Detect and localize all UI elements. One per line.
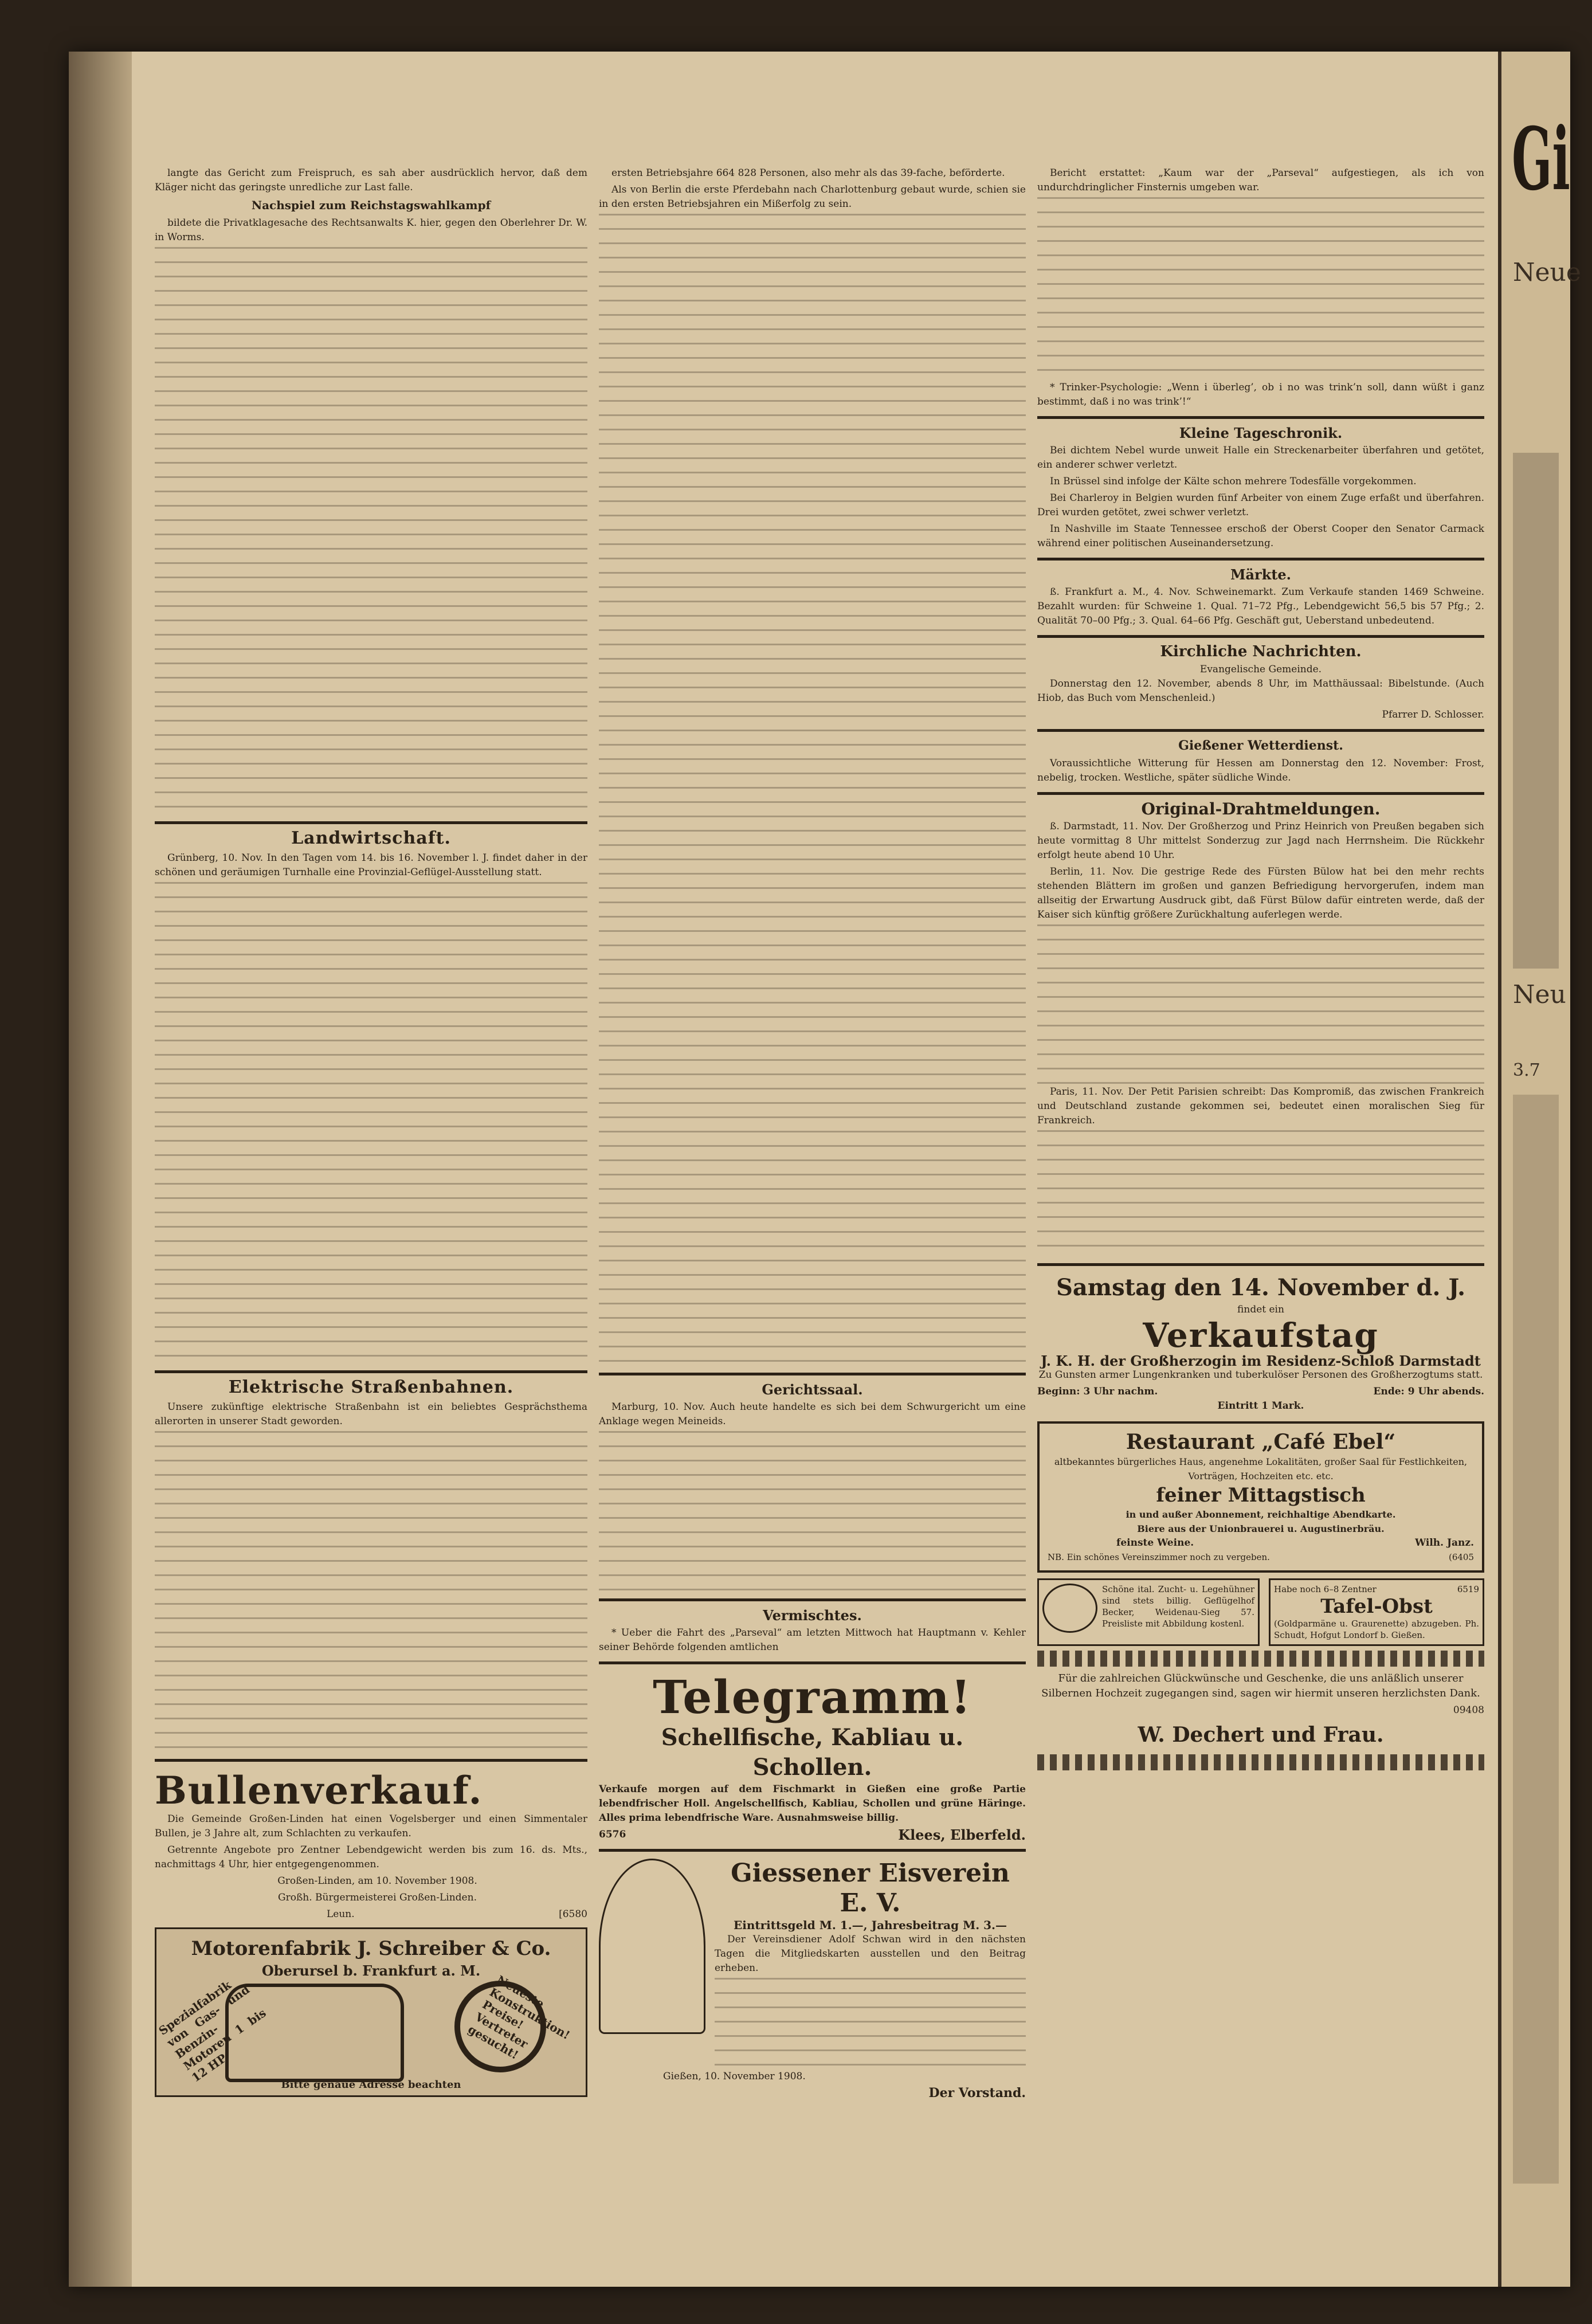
landwirtschaft-lead: Grünberg, 10. Nov. In den Tagen vom 14. bis 16. November l. J. findet daher in der schönen und geräumigen Turnhalle eine Provinzial-Geflügel-Ausstellung statt. [155,852,587,878]
huehner-text: Schöne ital. Zucht- u. Legehühner sind stets billig. Geflügelhof Becker, Weidenau-Sieg 57. Preisliste mit Abbildung kostenl. [1102,1584,1254,1629]
ornament-border-bottom [1037,1754,1484,1770]
adjacent-page-edge [1498,52,1581,2287]
col1-intro: langte das Gericht zum Freispruch, es sah aber ausdrücklich hervor, daß dem Kläger nicht das geringste unredliche zur Last falle. [155,167,587,193]
section-rule [155,821,587,824]
nachspiel-lead: bildete die Privatklagesache des Rechtsanwalts K. hier, gegen den Oberlehrer Dr. W. in Worms. [155,217,587,243]
col2-intro: ersten Betriebsjahre 664 828 Personen, also mehr als das 39-fache, beförderte. [611,167,1005,179]
adjacent-text-block [1513,453,1559,969]
col2-body-lead: Als von Berlin die erste Pferdebahn nach Charlottenburg gebaut wurde, schien sie in den ersten Betriebsjahren ein Mißerfolg zu sein. [599,184,1026,210]
maerkte-text: ß. Frankfurt a. M., 4. Nov. Schweinemarkt. Zum Verkaufe standen 1469 Schweine. Bezahlt wurden: für Schweine 1. Qual. 71–72 Pfg., Lebendgewicht 56,5 bis 57 Pfg.; 2. Qualität 70–00 Pfg.; 3. Qual. 64–66 Pfg. Geschäft gut, Ueberstand unbedeutend. [1037,586,1484,626]
cafe-weine: feinste Weine. [1116,1537,1194,1549]
tageschronik-heading: Kleine Tageschronik. [1179,425,1343,441]
verkaufstag-begin: Beginn: 3 Uhr nachm. [1037,1386,1158,1397]
eisverein-heading: Giessener Eisverein E. V. [731,1859,1010,1918]
verkaufstag-end: Ende: 9 Uhr abends. [1373,1386,1484,1397]
kirchliche-text: Donnerstag den 12. November, abends 8 Uhr, im Matthäussaal: Bibelstunde. (Auch Hiob, das Buch vom Menschenleid.) [1037,678,1484,704]
cafe-number: (6405 [1448,1552,1474,1562]
telegramm-number: 6576 [599,1829,626,1840]
cafe-nb: NB. Ein schönes Vereinszimmer noch zu vergeben. [1048,1552,1270,1562]
section-rule [1037,729,1484,732]
engine-illustration [225,1984,404,2082]
section-rule [1037,1263,1484,1266]
telegramm-heading: Telegramm! [653,1670,972,1724]
draht-1: ß. Darmstadt, 11. Nov. Der Großherzog und Prinz Heinrich von Preußen begaben sich heute vormittag 8 Uhr mittelst Sonderzug zur Jagd nach Herrnsheim. Die Rückkehr erfolgt heute abend 10 Uhr. [1037,821,1484,861]
dank-text: Für die zahlreichen Glückwünsche und Geschenke, die uns anläßlich unserer Silbernen Hochzeit zugegangen sind, sagen wir hiermit unseren herzlichsten Dank. [1041,1672,1480,1699]
wetter-text: Voraussichtliche Witterung für Hessen am Donnerstag den 12. November: Frost, nebelig, trocken. Westliche, später südliche Winde. [1037,758,1484,783]
maerkte-heading: Märkte. [1230,566,1292,583]
bullen-authority: Großh. Bürgermeisterei Großen-Linden. [278,1892,477,1903]
landwirtschaft-body-text [155,882,587,1363]
elektrische-heading: Elektrische Straßenbahnen. [228,1377,514,1397]
skater-illustration [599,1859,705,2034]
gericht-lead: Marburg, 10. Nov. Auch heute handelte es sich bei dem Schwurgericht um eine Anklage wegen Meineids. [599,1401,1026,1427]
elektrische-body-text [155,1431,587,1752]
tafel-text: (Goldparmäne u. Graurenette) abzugeben. Ph. Schudt, Hofgut Londorf b. Gießen. [1274,1618,1479,1640]
cafe-ebel-ad [1037,1421,1484,1573]
cafe-biere: Biere aus der Unionbrauerei u. Augustinerbräu. [1137,1523,1385,1534]
tages-3: Bei Charleroy in Belgien wurden fünf Arbeiter von einem Zuge erfaßt und überfahren. Drei wurden getötet, zwei schwer verletzt. [1037,492,1484,518]
section-rule [599,1373,1026,1375]
draht-3: Paris, 11. Nov. Der Petit Parisien schreibt: Das Kompromiß, das zwischen Frankreich und Deutschland zustande gekommen sei, bedeutet einen moralischen Sieg für Frankreich. [1037,1086,1484,1126]
dank-sign: W. Dechert und Frau. [1138,1723,1384,1747]
vermischtes-lead: * Ueber die Fahrt des „Parseval“ am letzten Mittwoch hat Hauptmann v. Kehler seiner Behörde folgenden amtlichen [599,1627,1026,1653]
section-rule [155,1370,587,1373]
adjacent-neue: Neue [1513,258,1581,287]
elektrische-lead: Unsere zukünftige elektrische Straßenbahn ist ein beliebtes Gesprächsthema allerorten in unserer Stadt geworden. [155,1401,587,1427]
adjacent-text-block-2 [1513,1095,1559,2184]
column-1 [155,166,587,2097]
eisverein-text: Der Vereinsdiener Adolf Schwan wird in den nächsten Tagen die Mitgliedskarten ausstellen und den Beitrag erheben. [715,1934,1026,1974]
tafel-number: 6519 [1457,1584,1479,1594]
column-3 [1037,166,1484,1775]
adjacent-masthead: Gi [1512,109,1570,210]
chicken-illustration [1042,1584,1097,1633]
vermischtes-heading: Vermischtes. [763,1607,862,1624]
col3-intro: Bericht erstattet: „Kaum war der „Parseval“ aufgestiegen, als ich von undurchdringlicher Finsternis umgeben war. [1037,167,1484,193]
section-rule [1037,416,1484,419]
tages-1: Bei dichtem Nebel wurde unweit Halle ein Streckenarbeiter überfahren und getötet, ein anderer schwer verletzt. [1037,445,1484,471]
cafe-title: Restaurant „Café Ebel“ [1126,1430,1396,1454]
draht-body-text [1037,924,1484,1085]
telegramm-text: Verkaufe morgen auf dem Fischmarkt in Gießen eine große Partie lebendfrischer Holl. Angelschellfisch, Kabliau, Schollen und grüne Häringe. Alles prima lebendfrische Ware. Ausnahmsweise billig. [599,1784,1026,1824]
section-rule [1037,558,1484,561]
bullenverkauf-heading: Bullenverkauf. [155,1768,483,1813]
gericht-body-text [599,1431,1026,1592]
binding-gutter [69,52,132,2287]
verkaufstag-entry: Eintritt 1 Mark. [1217,1400,1304,1412]
newspaper-page [69,52,1581,2287]
draht-3-body-text [1037,1130,1484,1256]
motor-left-text: Spezialfabrik von Gas- und Benzin-Motoren 1 bis 12 HP. [156,1978,269,2085]
adjacent-number: 3.7 [1513,1060,1540,1080]
tages-2: In Brüssel sind infolge der Kälte schon mehrere Todesfälle vorgekommen. [1050,476,1417,487]
cafe-abonnement: in und außer Abonnement, reichhaltige Abendkarte. [1126,1509,1396,1520]
verkaufstag-heading: Verkaufstag [1143,1316,1379,1355]
gerichtssaal-heading: Gerichtssaal. [762,1381,863,1398]
huehner-ad [1037,1578,1260,1646]
cafe-mittagstisch: feiner Mittagstisch [1156,1484,1366,1507]
cafe-description: altbekanntes bürgerliches Haus, angenehme Lokalitäten, großer Saal für Festlichkeiten, Vorträgen, Hochzeiten etc. etc. [1054,1456,1468,1482]
tafel-title: Tafel-Obst [1320,1595,1433,1618]
ornament-border-top [1037,1651,1484,1667]
landwirtschaft-heading: Landwirtschaft. [291,828,451,848]
section-rule [155,1759,587,1762]
tafel-pre: Habe noch 6–8 Zentner [1274,1584,1377,1594]
nachspiel-heading: Nachspiel zum Reichstagswahlkampf [251,198,491,212]
strassenbahn-body-text [599,214,1026,1366]
section-rule [599,1598,1026,1601]
eisverein-place-date: Gießen, 10. November 1908. [663,2071,806,2082]
draht-2: Berlin, 11. Nov. Die gestrige Rede des Fürsten Bülow hat bei den mehr rechts stehenden Blättern im großen und ganzen Befriedigung hervorgerufen, indem man allseitig der Erwartung Ausdruck gibt, daß Fürst Bülow dafür eintreten werde, daß der Kaiser sich künftig größere Zurückhaltung auferlegen werde. [1037,866,1484,920]
section-rule [599,1849,1026,1852]
telegramm-sign: Klees, Elberfeld. [898,1827,1026,1843]
dank-number: 09408 [1453,1704,1484,1716]
tages-4: In Nashville im Staate Tennessee erschoß der Oberst Cooper den Senator Carmack während einer politischen Auseinandersetzung. [1037,523,1484,549]
bullen-text: Die Gemeinde Großen-Linden hat einen Vogelsberger und einen Simmentaler Bullen, je 3 Jahre alt, zum Schlachten zu verkaufen. [155,1813,587,1839]
kirchliche-sign: Pfarrer D. Schlosser. [1382,709,1484,720]
motor-subtitle: Oberursel b. Frankfurt a. M. [261,1962,481,1979]
drahtmeldungen-heading: Original-Drahtmeldungen. [1141,800,1381,818]
bullen-signature: Leun. [327,1908,355,1920]
motor-right-text: Neueste Konstruktion! Preise! Vertreter gesucht! [465,1972,573,2062]
trinker-text: * Trinker-Psychologie: „Wenn i überleg’, ob i no was trink’n soll, dann wüßt i ganz bestimmt, daß i no was trink’!“ [1037,382,1484,407]
eisverein-fees: Eintrittsgeld M. 1.—, Jahresbeitrag M. 3.— [733,1918,1007,1932]
section-rule [599,1661,1026,1664]
findet-ein: findet ein [1237,1304,1284,1315]
bullen-ad-number: [6580 [559,1908,587,1920]
section-rule [1037,792,1484,795]
bullen-text-2: Getrennte Angebote pro Zentner Lebendgewicht werden bis zum 16. ds. Mts., nachmittags 4 Uhr, hier entgegengenommen. [155,1844,587,1870]
kirchliche-subheading: Evangelische Gemeinde. [1199,664,1322,675]
motor-bottom-text: Bitte genaue Adresse beachten [281,2079,461,2091]
parseval-body-text [1037,197,1484,381]
verkaufstag-host: J. K. H. der Großherzogin im Residenz-Schloß Darmstadt [1041,1353,1481,1369]
section-rule [1037,635,1484,638]
eisverein-body-text [715,1978,1026,2070]
adjacent-neu: Neu [1513,980,1566,1009]
motor-title: Motorenfabrik J. Schreiber & Co. [191,1937,551,1960]
motorenfabrik-ad [155,1927,587,2097]
samstag-heading: Samstag den 14. November d. J. [1056,1274,1466,1301]
nachspiel-body-text [155,247,587,814]
tafelobst-ad [1269,1578,1484,1646]
bullen-date: Großen-Linden, am 10. November 1908. [277,1875,477,1887]
telegramm-subheading: Schellfische, Kabliau u. Schollen. [661,1724,964,1781]
column-2 [599,166,1026,2103]
cafe-sign: Wilh. Janz. [1415,1537,1474,1549]
wetter-heading: Gießener Wetterdienst. [1178,738,1343,753]
kirchliche-heading: Kirchliche Nachrichten. [1160,643,1362,660]
verkaufstag-purpose: Zu Gunsten armer Lungenkranken und tuberkulöser Personen des Großherzogtums statt. [1038,1369,1483,1381]
eisverein-sign: Der Vorstand. [928,2086,1026,2100]
